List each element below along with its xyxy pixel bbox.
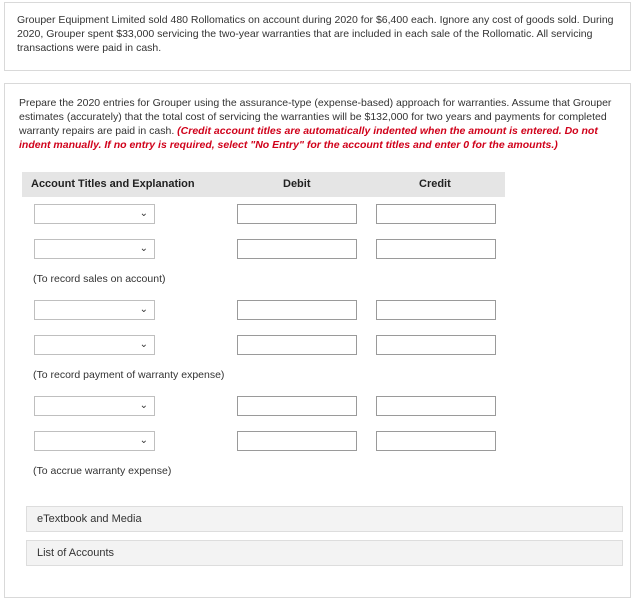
instructions-text: Prepare the 2020 entries for Grouper using the assurance-type (expense-based) approach for warranties. Assume that Grouper estimates (accurately) that the total cost of servicing the warranties will be $132,000 for two years and payments for completed warranty repairs are paid in cash. (19, 97, 612, 137)
journal-row (0, 239, 633, 261)
chevron-down-icon: ⌄ (139, 208, 148, 219)
journal-row (0, 396, 633, 418)
etextbook-button[interactable]: eTextbook and Media (26, 506, 623, 532)
credit-input[interactable] (376, 204, 496, 224)
debit-input[interactable] (237, 300, 357, 320)
problem-statement (4, 2, 631, 71)
credit-input[interactable] (376, 300, 496, 320)
header-account-titles: Account Titles and Explanation (31, 178, 195, 190)
journal-row (0, 204, 633, 226)
chevron-down-icon: ⌄ (139, 304, 148, 315)
chevron-down-icon: ⌄ (139, 339, 148, 350)
instructions (19, 96, 619, 152)
entry-note: (To accrue warranty expense) (33, 465, 172, 477)
journal-row (0, 300, 633, 322)
account-select[interactable] (34, 431, 155, 451)
account-select[interactable] (34, 239, 155, 259)
list-of-accounts-button[interactable]: List of Accounts (26, 540, 623, 566)
debit-input[interactable] (237, 431, 357, 451)
journal-row (0, 335, 633, 357)
account-select[interactable] (34, 204, 155, 224)
credit-input[interactable] (376, 396, 496, 416)
chevron-down-icon: ⌄ (139, 400, 148, 411)
entry-note: (To record sales on account) (33, 273, 166, 285)
header-debit: Debit (283, 178, 311, 190)
credit-input[interactable] (376, 239, 496, 259)
debit-input[interactable] (237, 396, 357, 416)
journal-row (0, 431, 633, 453)
debit-input[interactable] (237, 204, 357, 224)
account-select[interactable] (34, 300, 155, 320)
debit-input[interactable] (237, 239, 357, 259)
credit-input[interactable] (376, 335, 496, 355)
journal-table-header (22, 172, 505, 197)
problem-text: Grouper Equipment Limited sold 480 Rollomatics on account during 2020 for $6,400 each. Ignore any cost of goods sold. During 2020, Grouper spent $33,000 servicing the two-year warranties that are included in each sale of the Rollomatic. All servicing transactions were paid in cash. (17, 14, 614, 54)
chevron-down-icon: ⌄ (139, 435, 148, 446)
account-select[interactable] (34, 396, 155, 416)
instructions-note: (Credit account titles are automatically indented when the amount is entered. Do not indent manually. If no entry is required, select "No Entry" for the account titles and enter 0 for the amounts.) (19, 125, 598, 151)
account-select[interactable] (34, 335, 155, 355)
header-credit: Credit (419, 178, 451, 190)
chevron-down-icon: ⌄ (139, 243, 148, 254)
debit-input[interactable] (237, 335, 357, 355)
entry-note: (To record payment of warranty expense) (33, 369, 225, 381)
credit-input[interactable] (376, 431, 496, 451)
